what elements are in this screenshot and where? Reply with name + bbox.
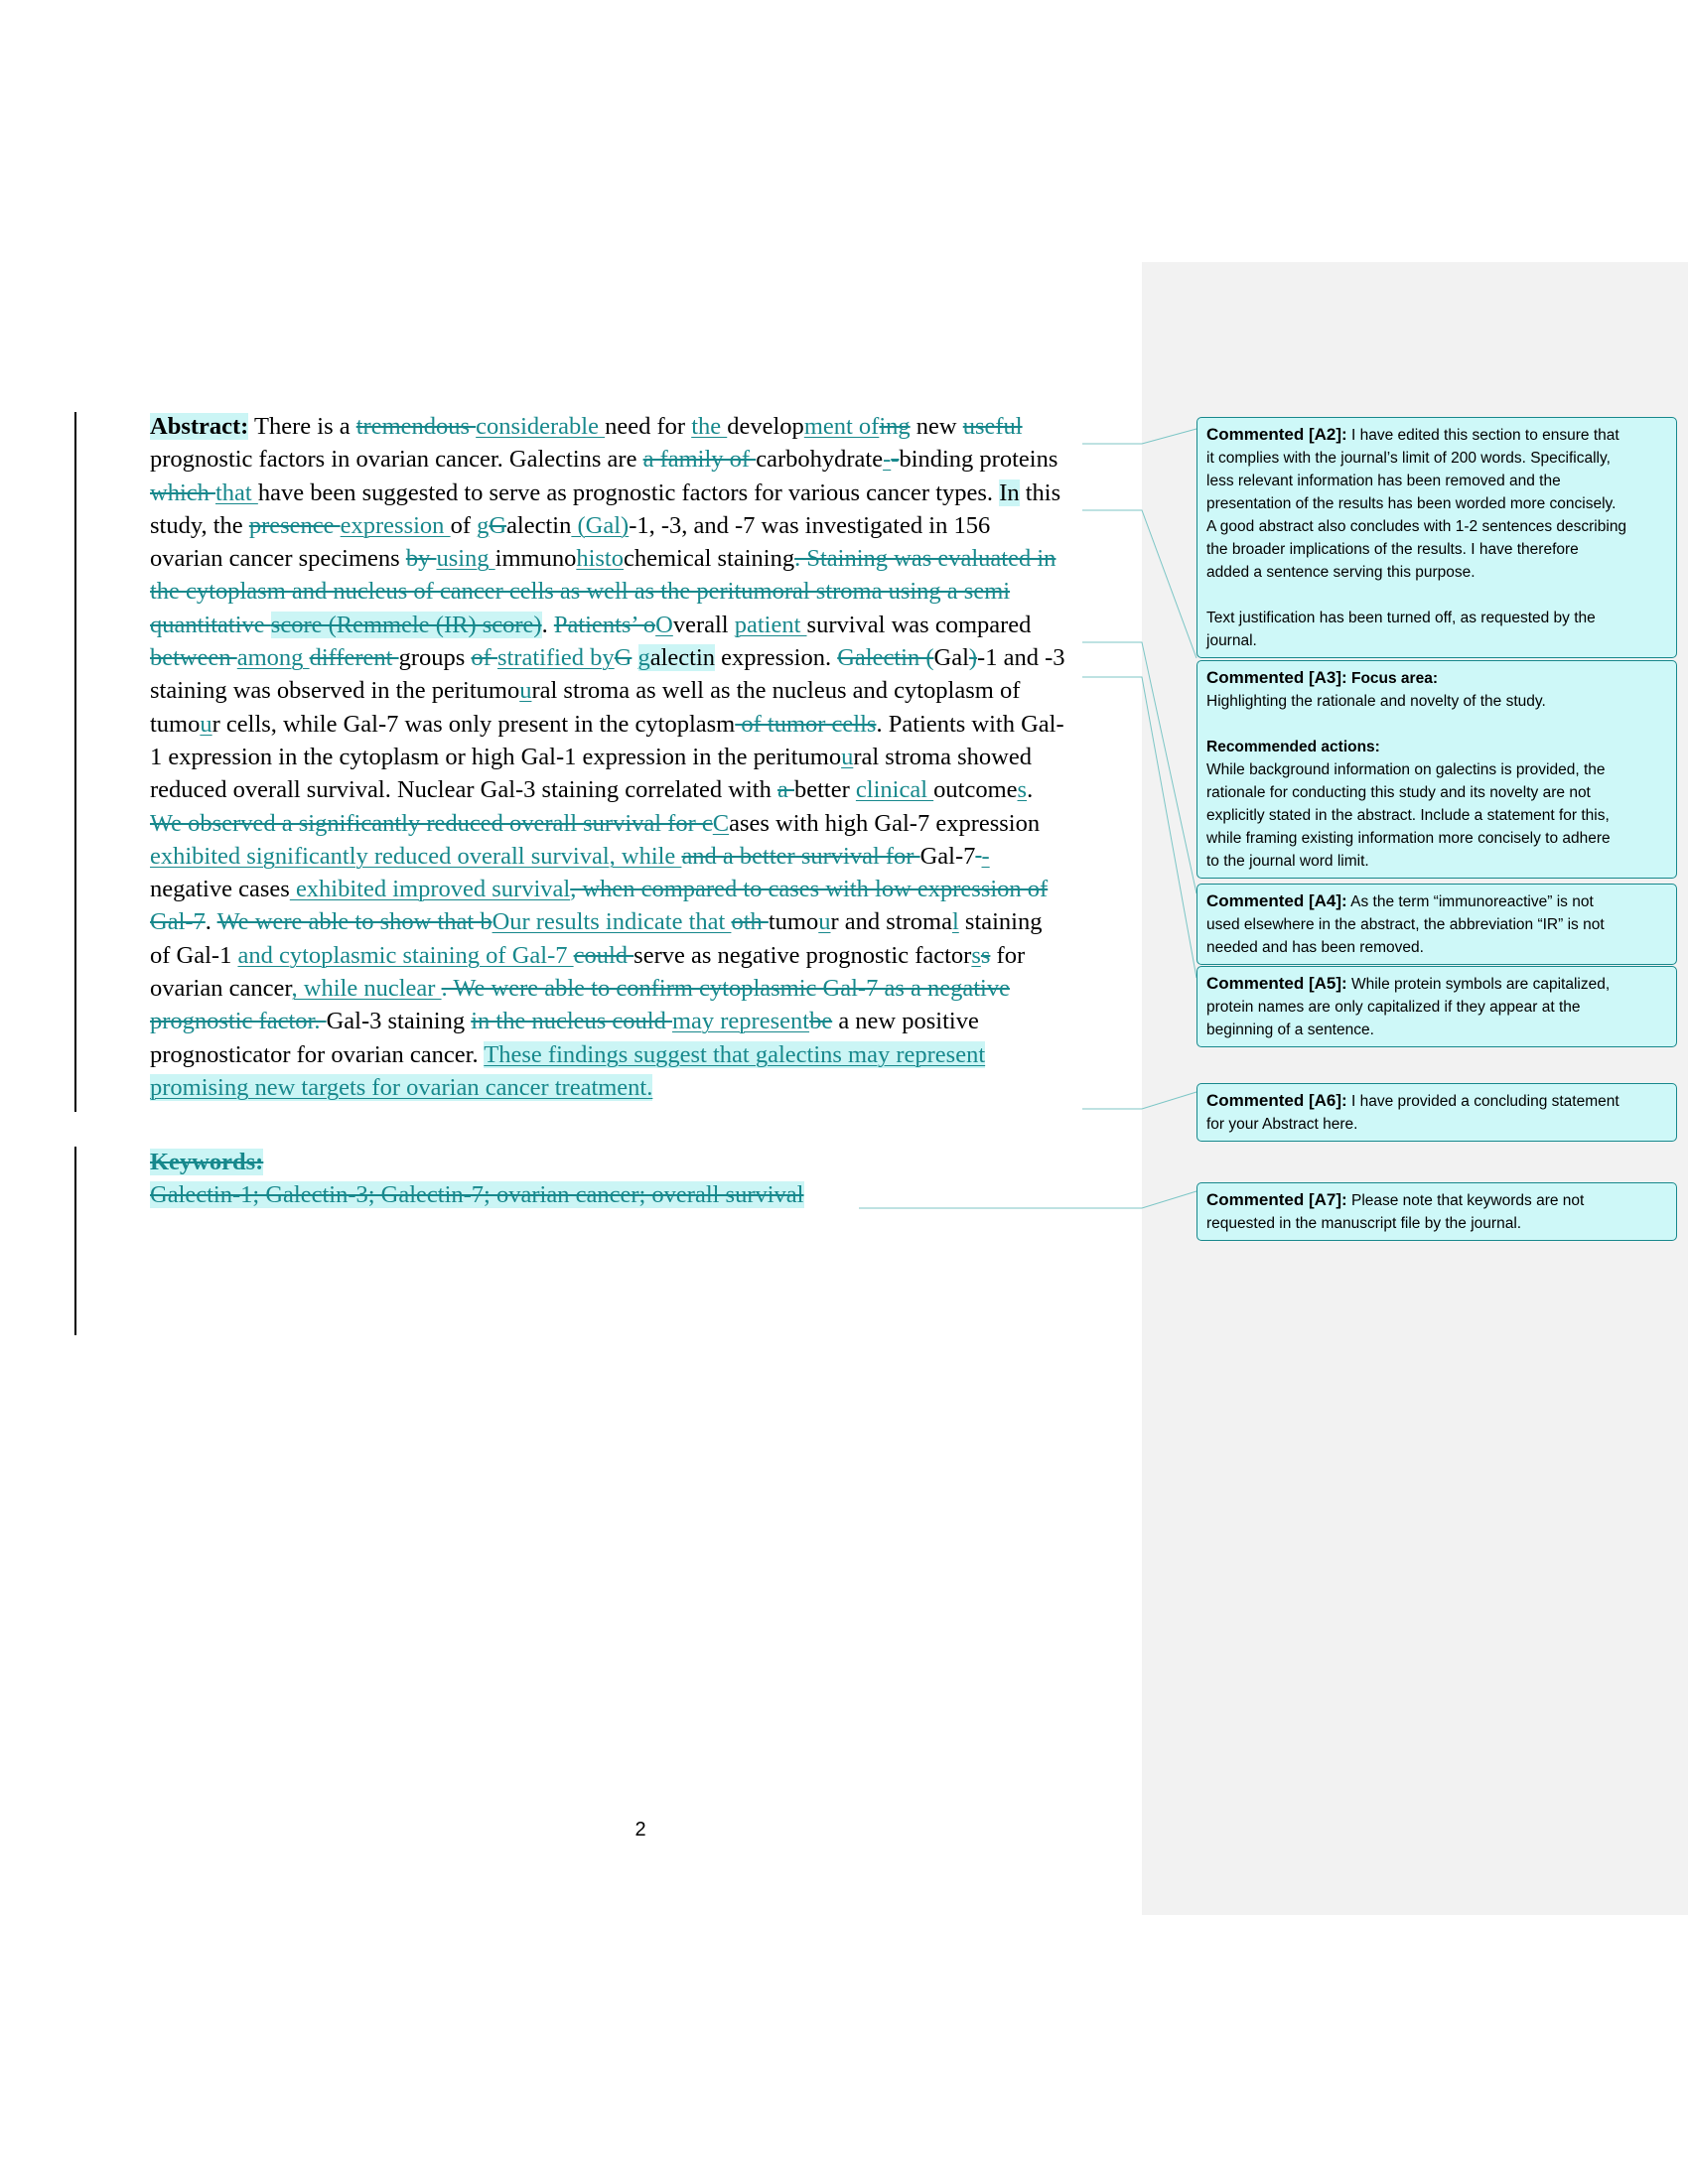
inserted-text: O <box>655 611 673 638</box>
text-run: carbohydrate <box>756 446 884 474</box>
abstract-line <box>150 939 1128 972</box>
deleted-text: We observed a significantly reduced overall survival for c <box>150 809 713 837</box>
text-run: . <box>541 611 554 638</box>
commented-text: In <box>999 478 1020 506</box>
deleted-text: a <box>777 776 794 804</box>
text-run: tumo <box>768 908 819 936</box>
inserted-text: g <box>477 511 490 539</box>
text-run: binding proteins <box>899 446 1058 474</box>
text-run: reduced overall survival. Nuclear Gal-3 staining correlated with <box>150 776 777 804</box>
comment-text: I have provided a concluding statement <box>1346 1093 1619 1110</box>
inserted-text: ment of <box>803 413 880 440</box>
inserted-text: expression <box>340 511 451 539</box>
comment-text: needed and has been removed. <box>1206 939 1424 956</box>
text-run: -1 and -3 <box>977 644 1065 672</box>
comment-balloon-a2[interactable] <box>1196 417 1677 658</box>
comment-text <box>1206 584 1667 607</box>
comment-balloon-a5[interactable] <box>1196 966 1677 1047</box>
inserted-text: l <box>951 908 959 936</box>
abstract-line <box>150 773 1128 806</box>
comment-text: Text justification has been turned off, as requested by the <box>1206 610 1596 626</box>
comment-text: it complies with the journal’s limit of 200 words. Specifically, <box>1206 450 1611 467</box>
text-run: for <box>990 941 1026 969</box>
inserted-text: the <box>691 413 728 440</box>
comment-text: for your Abstract here. <box>1206 1116 1358 1133</box>
text-run <box>632 644 637 671</box>
inserted-text: patient <box>734 611 807 638</box>
abstract-line <box>150 542 1128 575</box>
comment-balloon-a3[interactable] <box>1196 660 1677 879</box>
abstract-line <box>150 1071 1128 1104</box>
text-run: staining <box>958 908 1043 936</box>
abstract-body[interactable] <box>150 410 1128 1104</box>
deleted-text: . Staining was evaluated in <box>794 545 1056 573</box>
commented-text: alectin <box>649 644 716 672</box>
text-run: staining was observed in the peritumo <box>150 677 520 705</box>
comment-balloon-a7[interactable] <box>1196 1182 1677 1241</box>
text-run: better <box>794 776 856 804</box>
inserted-text: among <box>236 644 310 672</box>
deleted-text: quantitative <box>150 611 271 638</box>
inserted-text: considerable <box>476 413 606 440</box>
abstract-line <box>150 674 1128 707</box>
abstract-line <box>150 972 1128 1005</box>
inserted-text: (Gal) <box>571 511 630 539</box>
inserted-text: that <box>215 478 258 506</box>
comment-text: to the journal word limit. <box>1206 853 1369 870</box>
text-run: Gal <box>933 644 969 672</box>
deleted-text: oth <box>731 908 769 936</box>
comment-text: While background information on galectins is provided, the <box>1206 761 1606 778</box>
text-run: study, the <box>150 511 249 539</box>
text-run: verall <box>672 611 735 638</box>
text-run: immuno <box>494 545 577 573</box>
text-run: ovarian cancer <box>150 975 292 1003</box>
comment-text: explicitly stated in the abstract. Include a statement for this, <box>1206 807 1610 824</box>
text-run: tumo <box>150 710 201 738</box>
deleted-text: of <box>471 644 497 672</box>
deleted-text: G <box>489 511 507 539</box>
abstract-line <box>150 1005 1128 1037</box>
text-run: groups <box>398 644 472 672</box>
deleted-text: Patients’ o <box>553 611 656 638</box>
text-run: new <box>910 413 963 440</box>
deleted-text: of tumor cells <box>735 710 877 738</box>
text-run: chemical staining <box>623 545 795 573</box>
deleted-text: in the nucleus could <box>471 1008 672 1035</box>
inserted-text: , while nuclear <box>291 975 442 1003</box>
inserted-text: and cytoplasmic staining of Gal-7 <box>237 941 574 969</box>
deleted-text: s <box>980 941 991 969</box>
abstract-line <box>150 873 1128 905</box>
deleted-text: and a better survival for <box>681 842 920 870</box>
inserted-text: - <box>883 446 892 474</box>
comment-text: rationale for conducting this study and its novelty are not <box>1206 784 1591 801</box>
deleted-text: ) <box>968 644 978 672</box>
inserted-text: These findings suggest that galectins may represent <box>484 1040 986 1068</box>
deleted-text: by <box>405 545 437 573</box>
deleted-text: Galectin ( <box>837 644 934 672</box>
inserted-text: - <box>981 842 990 870</box>
text-run: a new positive <box>832 1008 979 1035</box>
comment-header: Commented [A7]: <box>1206 1190 1347 1209</box>
comment-text: the broader implications of the results. I have therefore <box>1206 541 1579 558</box>
deleted-text: Gal-7 <box>150 908 206 936</box>
deleted-text: We were able to show that b <box>216 908 492 936</box>
comment-text: Please note that keywords are not <box>1346 1192 1585 1209</box>
deleted-text: useful <box>962 413 1023 440</box>
text-run: ases with high Gal-7 expression <box>729 809 1041 837</box>
inserted-text: clinical <box>855 776 934 804</box>
text-run: this <box>1019 478 1061 506</box>
text-run: survival was compared <box>806 611 1032 638</box>
keywords-text: Galectin-1; Galectin-3; Galectin-7; ovarian cancer; overall survival <box>150 1181 804 1209</box>
abstract-line <box>150 443 1128 476</box>
commented-text: Abstract: <box>150 413 249 440</box>
deleted-text: G <box>614 644 633 672</box>
text-run: Gal-7 <box>919 842 976 870</box>
text-run: negative cases <box>150 876 290 903</box>
inserted-text: s <box>1017 776 1028 804</box>
deleted-text: a family of <box>642 446 757 474</box>
comment-header: Commented [A2]: <box>1206 425 1347 444</box>
comment-text: presentation of the results has been worded more concisely. <box>1206 495 1617 512</box>
text-run: ral stroma showed <box>853 743 1032 770</box>
text-run: alectin <box>506 511 572 539</box>
inserted-text: C <box>712 809 730 837</box>
inserted-text: u <box>200 710 212 738</box>
comment-header: Commented [A3]: <box>1206 668 1347 687</box>
abstract-line <box>150 905 1128 938</box>
comment-text: added a sentence serving this purpose. <box>1206 564 1476 581</box>
deleted-text: ing <box>879 413 911 440</box>
comment-header: Commented [A6]: <box>1206 1091 1347 1110</box>
abstract-line <box>150 708 1128 741</box>
text-run: of <box>450 511 478 539</box>
deleted-text: could <box>573 941 634 969</box>
text-run: There is a <box>248 413 356 440</box>
deleted-text: , when compared to cases with low expression of <box>570 876 1049 903</box>
abstract-line <box>150 509 1128 542</box>
comment-text: Recommended actions: <box>1206 739 1380 755</box>
abstract-line <box>150 477 1128 509</box>
text-run: . <box>205 908 217 936</box>
comment-header: Commented [A5]: <box>1206 974 1347 993</box>
keywords-section[interactable] <box>150 1146 804 1212</box>
page-number: 2 <box>634 1819 646 1841</box>
comment-text: While protein symbols are capitalized, <box>1346 976 1611 993</box>
abstract-line <box>150 840 1128 873</box>
text-run: prognosticator for ovarian cancer. <box>150 1040 485 1068</box>
text-run: outcome <box>933 776 1018 804</box>
text-run: have been suggested to serve as prognostic factors for various cancer types. <box>257 478 1000 506</box>
inserted-text: exhibited improved survival <box>289 876 571 903</box>
comment-text: protein names are only capitalized if they appear at the <box>1206 999 1581 1016</box>
comment-text: I have edited this section to ensure that <box>1346 427 1619 444</box>
comment-text: requested in the manuscript file by the journal. <box>1206 1215 1522 1232</box>
deleted-text: - <box>891 446 900 474</box>
text-run: prognostic factors in ovarian cancer. Galectins are <box>150 446 643 474</box>
inserted-text: u <box>818 908 831 936</box>
deleted-text: different <box>309 644 399 672</box>
text-run: serve as negative prognostic factor <box>633 941 972 969</box>
inserted-text: g <box>637 644 650 672</box>
inserted-text: Our results indicate that <box>492 908 732 936</box>
deleted-text: score (Remmele (IR) score) <box>270 611 542 638</box>
abstract-line <box>150 641 1128 674</box>
inserted-text: exhibited significantly reduced overall survival, while <box>150 842 682 870</box>
deleted-text: tremendous <box>355 413 477 440</box>
comment-text: while framing existing information more concisely to adhere <box>1206 830 1611 847</box>
text-run: r cells, while Gal-7 was only present in the cytoplasm <box>211 710 736 738</box>
comment-text: journal. <box>1206 632 1257 649</box>
comment-header: Commented [A4]: <box>1206 891 1347 910</box>
deleted-text: which <box>150 478 215 506</box>
text-run: r and stroma <box>830 908 952 936</box>
text-run: of Gal-1 <box>150 941 238 969</box>
abstract-line <box>150 1038 1128 1071</box>
inserted-text: histo <box>576 545 624 573</box>
deleted-text: presence <box>248 511 341 539</box>
deleted-text: prognostic factor. <box>150 1008 327 1035</box>
text-run: -1, -3, and -7 was investigated in 156 <box>629 511 991 539</box>
abstract-line <box>150 741 1128 773</box>
inserted-text: promising new targets for ovarian cancer treatment. <box>150 1073 653 1101</box>
comment-text: less relevant information has been removed and the <box>1206 473 1561 489</box>
text-run: expression. <box>715 644 838 672</box>
abstract-line <box>150 609 1128 641</box>
comment-subheading: Focus area: <box>1346 670 1438 687</box>
comment-balloon-a4[interactable] <box>1196 884 1677 965</box>
inserted-text: u <box>841 743 854 770</box>
abstract-line <box>150 410 1128 443</box>
text-run: develop <box>727 413 804 440</box>
comment-text: beginning of a sentence. <box>1206 1022 1374 1038</box>
comment-balloon-a6[interactable] <box>1196 1083 1677 1142</box>
inserted-text: may represent <box>671 1008 810 1035</box>
text-run: . <box>1027 776 1034 804</box>
text-run: need for <box>605 413 692 440</box>
deleted-text: the cytoplasm and nucleus of cancer cells as well as the peritumoral stroma using a semi <box>150 578 1011 606</box>
inserted-text: u <box>519 677 532 705</box>
comment-text: used elsewhere in the abstract, the abbreviation “IR” is not <box>1206 916 1605 933</box>
inserted-text: using <box>436 545 495 573</box>
deleted-text: . We were able to confirm cytoplasmic Gal-7 as a negative <box>441 975 1010 1003</box>
text-run: Gal-3 staining <box>326 1008 472 1035</box>
text-run: 1 expression in the cytoplasm or high Gal-1 expression in the peritumo <box>150 743 842 770</box>
comment-text: Highlighting the rationale and novelty of the study. <box>1206 693 1546 710</box>
abstract-line <box>150 807 1128 840</box>
deleted-text: be <box>809 1008 833 1035</box>
inserted-text: s <box>971 941 981 969</box>
keywords-heading: Keywords: <box>150 1149 264 1175</box>
text-run: ovarian cancer specimens <box>150 545 406 573</box>
text-run: . Patients with Gal- <box>876 710 1064 738</box>
inserted-text: stratified by <box>496 644 615 672</box>
comment-text: As the term “immunoreactive” is not <box>1346 893 1594 910</box>
comment-text <box>1206 713 1667 736</box>
deleted-text: between <box>150 644 237 672</box>
comment-text: A good abstract also concludes with 1-2 sentences describing <box>1206 518 1627 535</box>
abstract-line <box>150 575 1128 608</box>
text-run: ral stroma as well as the nucleus and cytoplasm of <box>531 677 1021 705</box>
